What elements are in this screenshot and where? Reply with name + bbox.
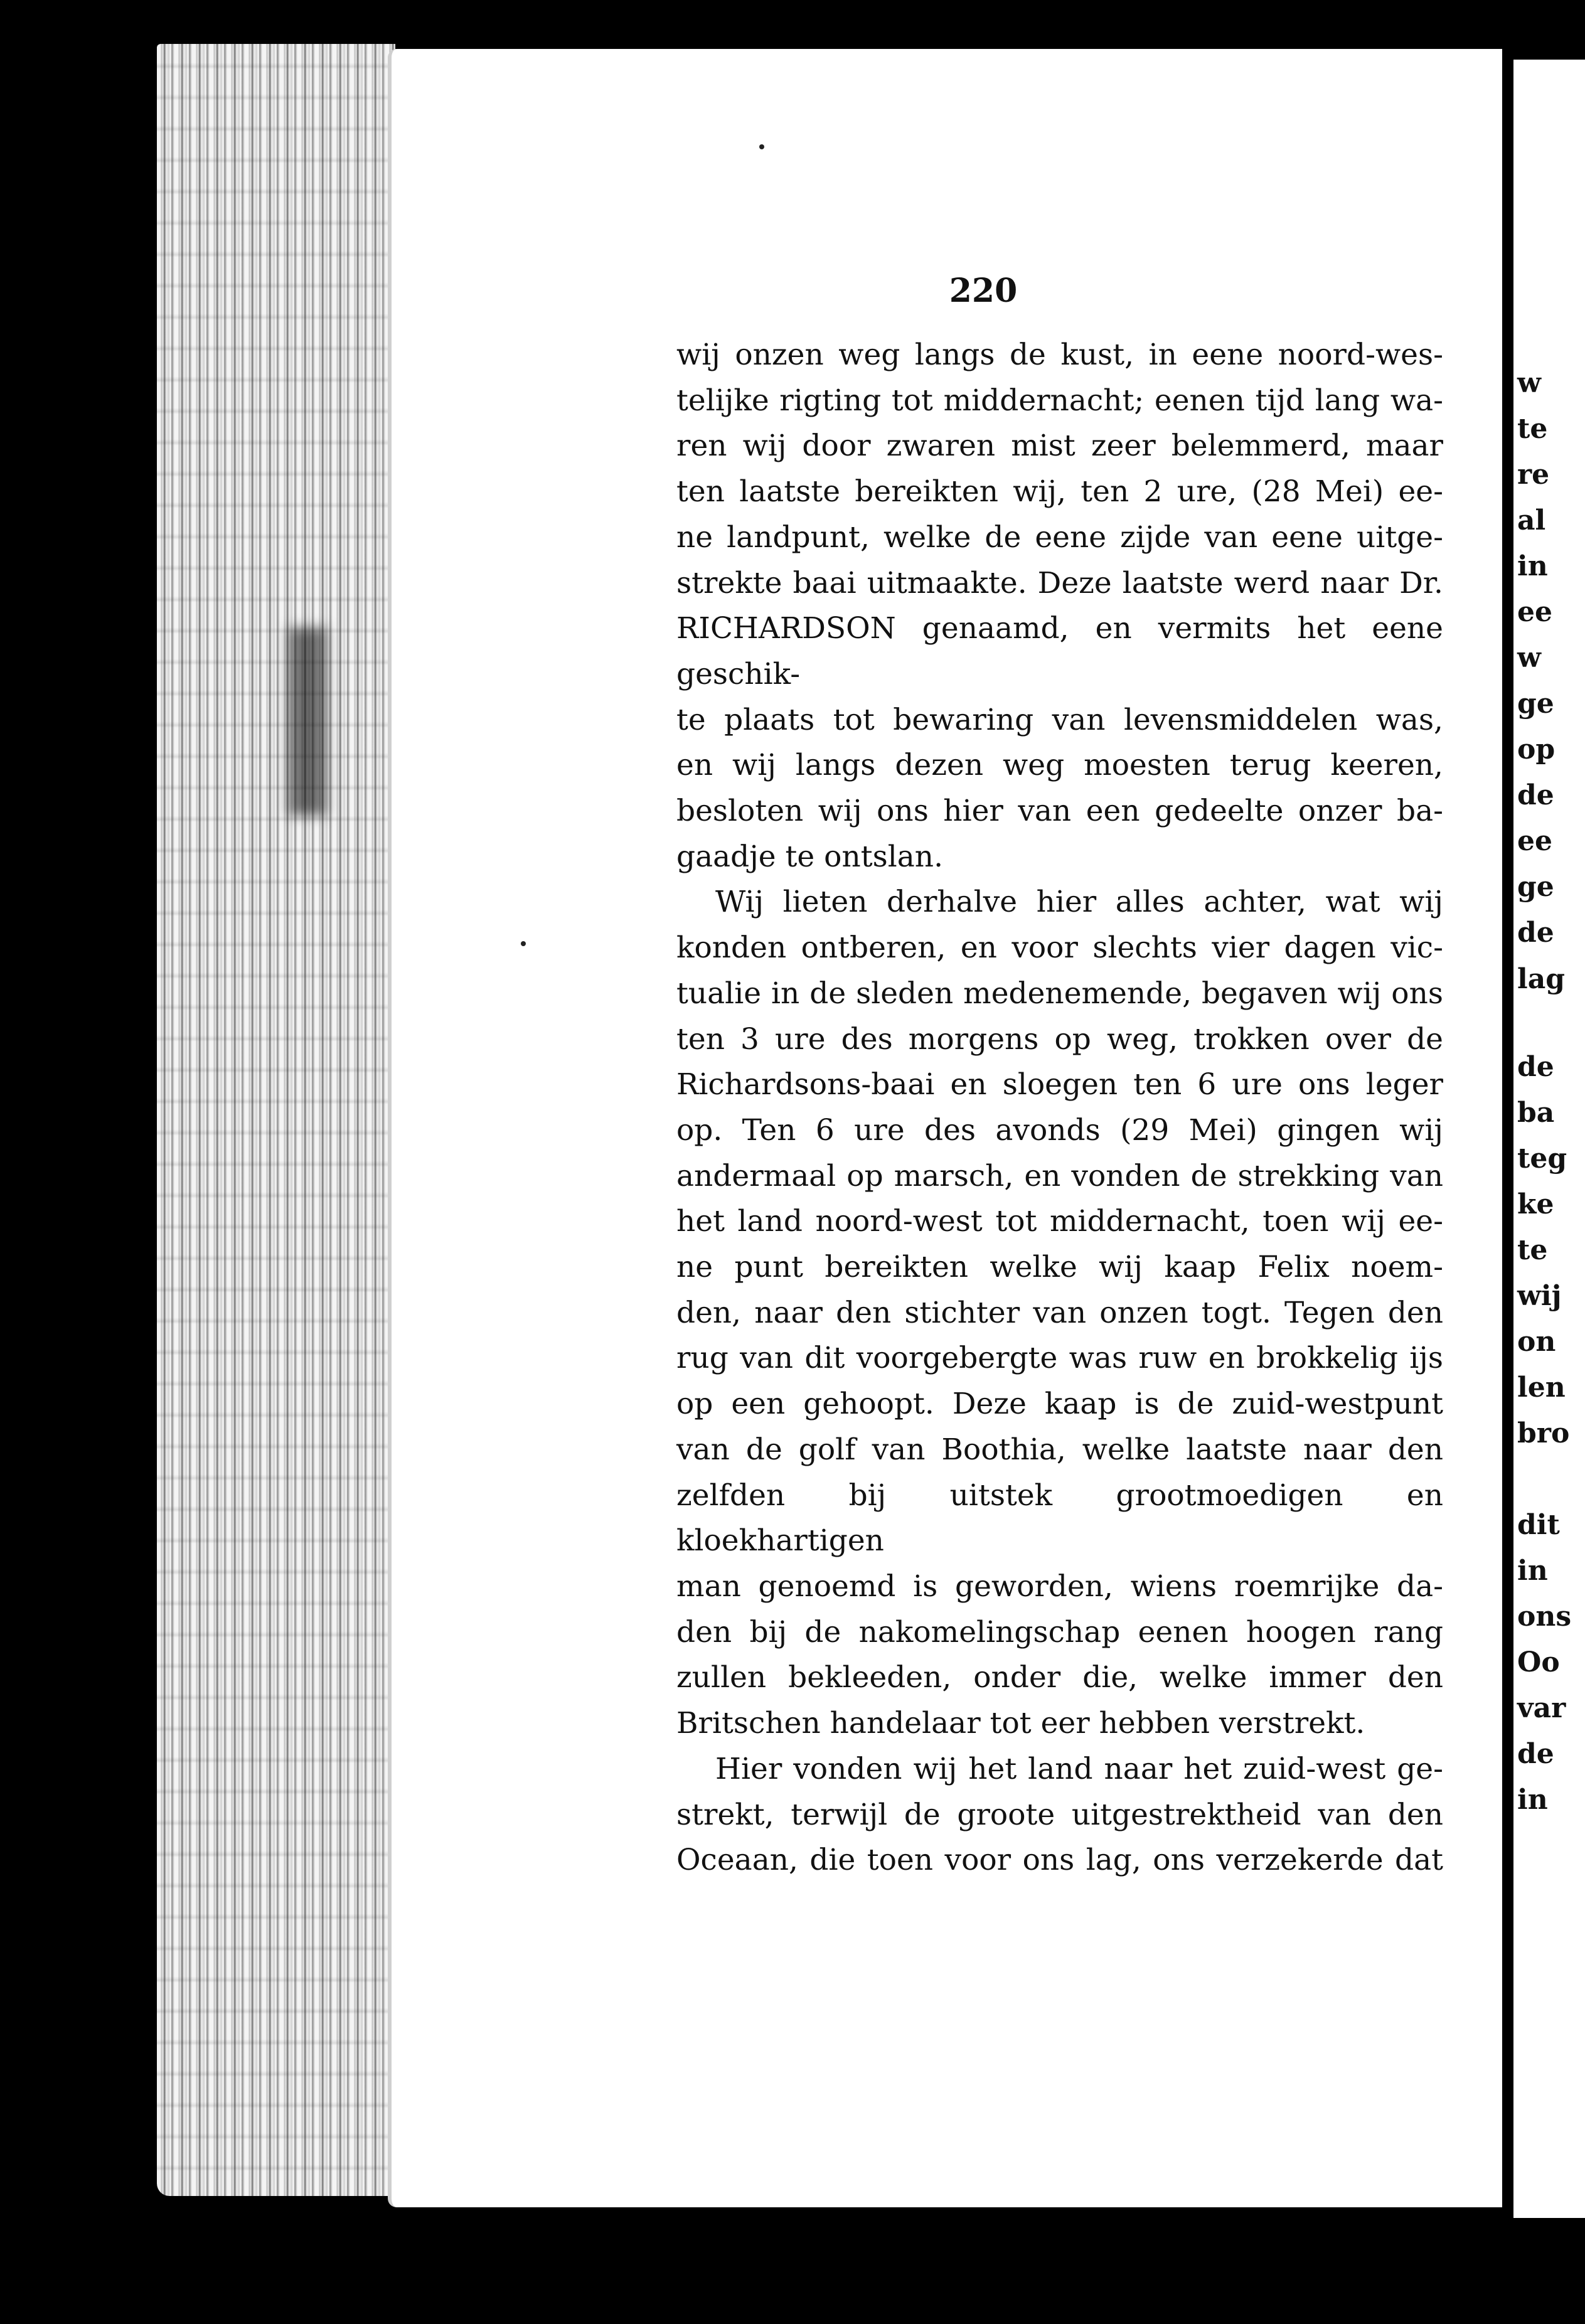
text-line: ten 3 ure des morgens op weg, trokken over de	[676, 1021, 1443, 1057]
text-line: strekt, terwijl de groote uitgestrektheid van den	[676, 1797, 1443, 1832]
text-line: gaadje te ontslan.	[676, 839, 944, 874]
facing-page-text: on	[1517, 1326, 1556, 1358]
facing-page-text: dit	[1517, 1509, 1560, 1541]
facing-page-text: in	[1517, 1784, 1548, 1816]
facing-page-text: ge	[1517, 688, 1554, 720]
facing-page-text: wij	[1517, 1280, 1562, 1312]
facing-page-text: len	[1517, 1372, 1566, 1404]
facing-page-text: teg	[1517, 1143, 1567, 1175]
text-line: Britschen handelaar tot eer hebben verstrekt.	[676, 1706, 1365, 1741]
facing-page-text: de	[1517, 1738, 1554, 1770]
text-line: van de golf van Boothia, welke laatste naar den	[676, 1432, 1443, 1467]
text-line: man genoemd is geworden, wiens roemrijke da-	[676, 1569, 1443, 1604]
facing-page-text: ons	[1517, 1601, 1572, 1633]
text-line: rug van dit voorgebergte was ruw en brokkelig ijs	[676, 1341, 1443, 1376]
text-line: strekte baai uitmaakte. Deze laatste werd naar Dr.	[676, 565, 1443, 600]
text-line: telijke rigting tot middernacht; eenen tijd lang wa-	[676, 383, 1443, 418]
text-line: tualie in de sleden medenemende, begaven wij ons	[676, 976, 1443, 1011]
facing-page-text: ee	[1517, 825, 1552, 857]
facing-page-text: ba	[1517, 1097, 1555, 1129]
facing-page-text: ke	[1517, 1188, 1554, 1220]
text-line: wij onzen weg langs de kust, in eene noord-wes-	[676, 338, 1443, 372]
speck	[521, 941, 526, 946]
text-line: Wij lieten derhalve hier alles achter, wat wij	[715, 885, 1443, 920]
facing-page-text: in	[1517, 1555, 1548, 1587]
text-line: zelfden bij uitstek grootmoedigen en kloekhartigen	[676, 1478, 1443, 1559]
text-line: en wij langs dezen weg moesten terug keeren,	[676, 748, 1443, 783]
text-line: op. Ten 6 ure des avonds (29 Mei) gingen wij	[676, 1112, 1443, 1148]
text-line: te plaats tot bewaring van levensmiddelen was,	[676, 702, 1443, 737]
text-line: andermaal op marsch, en vonden de strekking van	[676, 1158, 1443, 1193]
facing-page-text: in	[1517, 550, 1548, 582]
page-number: 220	[949, 272, 1018, 310]
facing-page-text: te	[1517, 413, 1548, 445]
facing-page-text: Oo	[1517, 1646, 1560, 1678]
text-line: konden ontberen, en voor slechts vier dagen vic-	[676, 930, 1443, 966]
facing-page-text: w	[1517, 367, 1541, 399]
facing-page-text: var	[1517, 1692, 1566, 1724]
text-line: RICHARDSON genaamd, en vermits het eene geschik-	[676, 611, 1443, 691]
facing-page-text: lag	[1517, 963, 1565, 995]
page-edge-shadow	[289, 627, 326, 816]
text-line: op een gehoopt. Deze kaap is de zuid-westpunt	[676, 1387, 1443, 1422]
text-line: zullen bekleeden, onder die, welke immer den	[676, 1660, 1443, 1695]
facing-page-text: de	[1517, 779, 1554, 811]
text-line: het land noord-west tot middernacht, toen wij ee-	[676, 1204, 1443, 1239]
facing-page-text: de	[1517, 1051, 1554, 1083]
text-line: den bij de nakomelingschap eenen hoogen rang	[676, 1614, 1443, 1650]
text-line: ne landpunt, welke de eene zijde van eene uitge-	[676, 520, 1443, 555]
facing-page-text: de	[1517, 917, 1554, 949]
text-line: ren wij door zwaren mist zeer belemmerd, maar	[676, 429, 1443, 464]
text-line: Hier vonden wij het land naar het zuid-west ge-	[715, 1751, 1443, 1786]
facing-page-text: al	[1517, 504, 1546, 536]
facing-page-text: te	[1517, 1234, 1548, 1266]
text-line: ne punt bereikten welke wij kaap Felix noem-	[676, 1250, 1443, 1285]
facing-page-text: op	[1517, 733, 1556, 765]
text-line: besloten wij ons hier van een gedeelte onzer ba-	[676, 794, 1443, 829]
next-page-fragment	[1513, 60, 1585, 2218]
text-line: Richardsons-baai en sloegen ten 6 ure ons leger	[676, 1067, 1443, 1102]
facing-page-text: ee	[1517, 596, 1552, 628]
facing-page-text: w	[1517, 642, 1541, 674]
book-page-edges	[157, 44, 395, 2196]
text-line: Oceaan, die toen voor ons lag, ons verzekerde dat	[676, 1843, 1443, 1878]
text-line: ten laatste bereikten wij, ten 2 ure, (28 Mei) ee-	[676, 474, 1443, 509]
speck	[759, 144, 764, 149]
facing-page-text: ge	[1517, 871, 1554, 903]
facing-page-text: re	[1517, 459, 1550, 491]
facing-page-text: bro	[1517, 1417, 1570, 1449]
body-text	[676, 333, 1443, 1884]
text-line: den, naar den stichter van onzen togt. Tegen den	[676, 1295, 1443, 1330]
